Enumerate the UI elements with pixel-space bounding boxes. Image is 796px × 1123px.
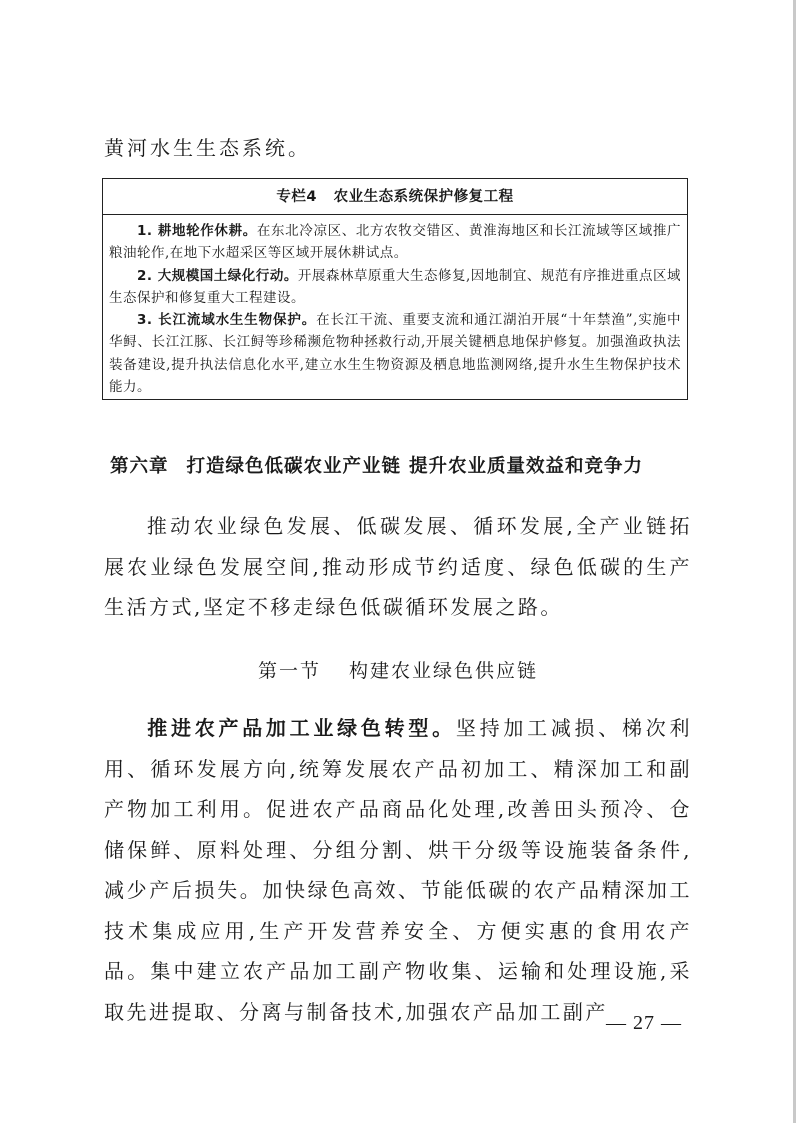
column-item-text: 进重点区域生态保护和修复重大工程建设。 (109, 267, 681, 306)
column-item-heading: 1. 耕地轮作休耕。 (137, 223, 257, 239)
section-heading (0, 656, 796, 683)
column-item-2 (109, 265, 681, 310)
page-number: — 27 — (606, 1012, 682, 1034)
column-item-text: 开展森林草原重大生态修复,因地制宜、规范有序推 (297, 267, 611, 284)
column-item-text: 在东北冷凉区、北方农牧交错区、黄淮海地区和长江流域等 (256, 223, 625, 239)
column-item-text: 在长江干流、重要支流和通江湖泊开展“十年禁 (316, 312, 612, 329)
column-item-heading: 3. 长江流域水生生物保护。 (137, 312, 317, 329)
body-paragraph (104, 708, 692, 1032)
column-item-3 (109, 309, 681, 398)
continued-text: 黄河水生生态系统。 (104, 136, 311, 160)
column-item-text: 渔”,实施中华鲟、长江江豚、长江鲟等珍稀濒危物种拯救行动,开展关键栖息地保护修复。加强渔政执法装备建设,提升执法信息化水平,建立水生生物资源及栖息地监测网络,提升水生生物保护技术能力。 (109, 312, 681, 396)
column-item-1 (109, 220, 681, 265)
column-item-heading: 2. 大规模国土绿化行动。 (137, 267, 298, 284)
column-box (102, 178, 688, 400)
section-number: 第一节 (257, 660, 321, 682)
intro-paragraph-text: 推动农业绿色发展、低碳发展、循环发展,全产业链拓展农业绿色发展空间,推动形成节约适度、绿色低碳的生产生活方式,坚定不移走绿色低碳循环发展之路。 (104, 514, 692, 619)
section-title: 构建农业绿色供应链 (349, 660, 539, 682)
chapter-heading (110, 452, 643, 478)
column-box-heading: 农业生态系统保护修复工程 (333, 189, 514, 205)
chapter-title-part-1: 打造绿色低碳农业产业链 (186, 456, 402, 477)
column-box-number: 专栏4 (276, 189, 317, 205)
intro-paragraph (104, 506, 692, 628)
body-paragraph-heading: 推进农产品加工业绿色转型。 (146, 716, 456, 740)
chapter-title-part-2: 提升农业质量效益和竞争力 (409, 456, 644, 477)
column-item-text: 区域推广粮油轮作,在地下水超采区等区域开展休耕试点。 (109, 223, 682, 262)
chapter-number: 第六章 (110, 456, 169, 477)
body-paragraph-text: 坚持加工减损、梯次利用、循环发展方向,统筹发展农产品初加工、精深加工和副产物加工利用。促进农产品商品化处理,改善田头预冷、仓储保鲜、原料处理、分组分割、烘干分级等设施装备条件,减少产后损失。加快绿色高效、节能低碳的农产品精深加工技术集成应用,生产开发营养安全、方便实惠的食用农产品。集中建立农产品加工副产物收集、运输和处理设施,采取先进提取、分离与制备技术,加强农产品加工副产 (104, 716, 693, 1024)
column-box-title (103, 179, 687, 215)
